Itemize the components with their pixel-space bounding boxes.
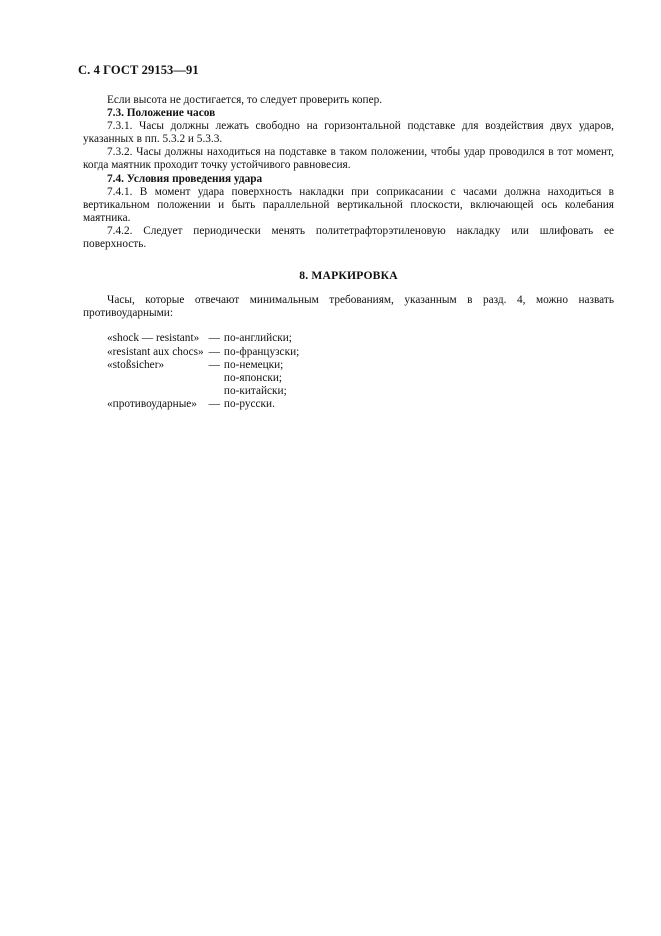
marking-row — [107, 359, 299, 372]
marking-term — [107, 372, 209, 385]
section-8-title: 8. МАРКИРОВКА — [299, 269, 398, 283]
marking-languages-table — [107, 332, 299, 411]
paragraph-copper-check: Если высота не достигается, то следует проверить копер. — [107, 94, 383, 106]
marking-row — [107, 372, 299, 385]
marking-dash: — — [208, 358, 220, 371]
paragraph-7-3-1: 7.3.1. Часы должны лежать свободно на горизонтальной подставке для воздействия двух ударов, указанных в пп. 5.3.2 и 5.3.3. — [83, 120, 614, 146]
marking-language: по-русски. — [223, 397, 275, 410]
marking-term — [107, 385, 209, 398]
marking-term: «противоударные» — [107, 397, 197, 410]
marking-row — [107, 398, 299, 411]
page-body — [83, 94, 614, 411]
marking-language: по-французски; — [223, 345, 300, 358]
paragraph-7-4-1: 7.4.1. В момент удара поверхность накладки при соприкасании с часами должна находиться в вертикальном положении и быть параллельной вертикальной плоскости, включающей ось колебания маятника. — [83, 185, 614, 224]
section-8-intro: Часы, которые отвечают минимальным требованиям, указанным в разд. 4, можно назвать противоударными: — [83, 294, 614, 320]
marking-language: по-китайски; — [223, 384, 287, 397]
marking-language: по-английски; — [223, 332, 292, 345]
paragraph-7-4-2: 7.4.2. Следует периодически менять политетрафторэтиленовую накладку или шлифовать ее поверхность. — [83, 224, 614, 251]
marking-language: по-японски; — [223, 371, 283, 384]
marking-row — [107, 346, 299, 359]
marking-row — [107, 332, 299, 345]
marking-term: «stoßsicher» — [107, 358, 165, 371]
marking-term: «shock — resistant» — [107, 332, 200, 345]
paragraph-7-3-2: 7.3.2. Часы должны находиться на подставке в таком положении, чтобы удар проводился в тот момент, когда маятник проходит точку устойчивого равновесия. — [83, 146, 614, 172]
running-head: С. 4 ГОСТ 29153—91 — [78, 63, 199, 77]
spacer — [83, 320, 614, 332]
marking-dash — [209, 372, 224, 385]
marking-dash — [209, 385, 224, 398]
heading-7-4: 7.4. Условия проведения удара — [107, 172, 263, 185]
marking-dash: — — [208, 397, 220, 410]
marking-row — [107, 385, 299, 398]
marking-term: «resistant aux chocs» — [107, 345, 204, 358]
marking-language: по-немецки; — [223, 358, 284, 371]
marking-dash: — — [208, 332, 220, 345]
marking-dash: — — [208, 345, 220, 358]
heading-7-3: 7.3. Положение часов — [107, 107, 216, 120]
